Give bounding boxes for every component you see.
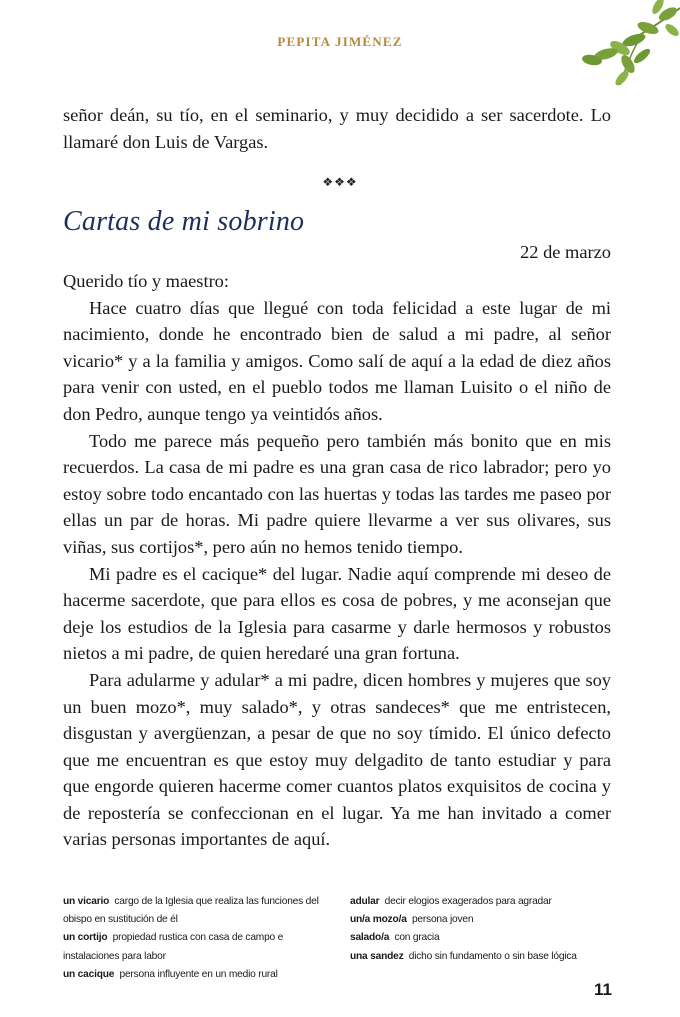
glossary-definition: cargo de la Iglesia que realiza las funciones del obispo en sustitución de él <box>63 896 319 926</box>
glossary-definition: propiedad rustica con casa de campo e instalaciones para labor <box>63 932 284 962</box>
running-header: PEPITA JIMÉNEZ <box>277 34 403 49</box>
glossary-definition: persona influyente en un medio rural <box>119 968 278 980</box>
glossary-entry <box>63 929 333 965</box>
glossary-entry <box>63 893 333 929</box>
glossary-left <box>63 893 333 984</box>
leaf-branch-icon <box>530 0 680 92</box>
letter-body <box>63 268 611 853</box>
glossary-definition: decir elogios exagerados para agradar <box>384 896 552 907</box>
glossary-entry <box>350 893 620 911</box>
glossary-right <box>350 893 620 966</box>
section-ornament: ❖❖❖ <box>322 175 358 189</box>
paragraph: Mi padre es el cacique* del lugar. Nadie aquí comprende mi deseo de hacerme sacerdote, que para ellos es cosa de pobres, y me aconsejan que deje los estudios de la Iglesia para casarme y darle hermosos y robustos nietos a mi padre, de quien heredaré una gran fortuna. <box>63 563 611 664</box>
glossary-term: un vicario <box>63 896 110 907</box>
glossary-entry <box>63 966 333 984</box>
glossary-entry <box>350 911 620 929</box>
glossary-term: salado/a <box>350 932 390 944</box>
salutation: Querido tío y maestro: <box>63 271 229 291</box>
glossary-definition: con gracia <box>394 932 440 944</box>
glossary-entry <box>350 929 620 947</box>
glossary-term: un cacique <box>63 968 115 980</box>
glossary-term: un/a mozo/a <box>350 914 407 926</box>
glossary-definition: persona joven <box>411 914 474 926</box>
paragraph: señor deán, su tío, en el seminario, y muy decidido a ser sacerdote. Lo llamaré don Luis de Vargas. <box>63 105 611 152</box>
page-number: 11 <box>594 980 612 999</box>
paragraph: Todo me parece más pequeño pero también más bonito que en mis recuerdos. La casa de mi padre es una gran casa de rico labrador; pero yo estoy sobre todo encantado con las huertas y todas las tardes me paseo por ellas un par de horas. Mi padre quiere llevarme a ver sus olivares, sus viñas, sus cortijos*, pero aún no hemos tenido tiempo. <box>63 430 611 557</box>
glossary-entry <box>350 948 620 966</box>
paragraph: Para adularme y adular* a mi padre, dicen hombres y mujeres que soy un buen mozo*, muy salado*, y otras sandeces* que me entristecen, disgustan y avergüenzan, a pesar de que no soy tímido. El único defecto que me encuentran es que estoy muy delgadito de tanto estudiar y para que engorde quieren hacerme comer cuantos platos exquisitos de cocina y de repostería se confeccionan en el lugar. Ya me han invitado a comer varias personas importantes de aquí. <box>63 669 611 850</box>
glossary-term: un cortijo <box>63 932 108 944</box>
continued-paragraph <box>63 102 611 155</box>
glossary-term: una sandez <box>350 950 404 962</box>
glossary-term: adular <box>350 896 380 907</box>
glossary-definition: dicho sin fundamento o sin base lógica <box>408 950 577 962</box>
section-title: Cartas de mi sobrino <box>63 206 305 237</box>
paragraph: Hace cuatro días que llegué con toda felicidad a este lugar de mi nacimiento, donde he encontrado bien de salud a mi padre, al señor vicario* y a la familia y amigos. Como salí de aquí a la edad de diez años para venir con usted, en el pueblo todos me llaman Luisito o el niño de don Pedro, aunque tengo ya veintidós años. <box>63 297 611 424</box>
letter-date: 22 de marzo <box>520 242 611 262</box>
